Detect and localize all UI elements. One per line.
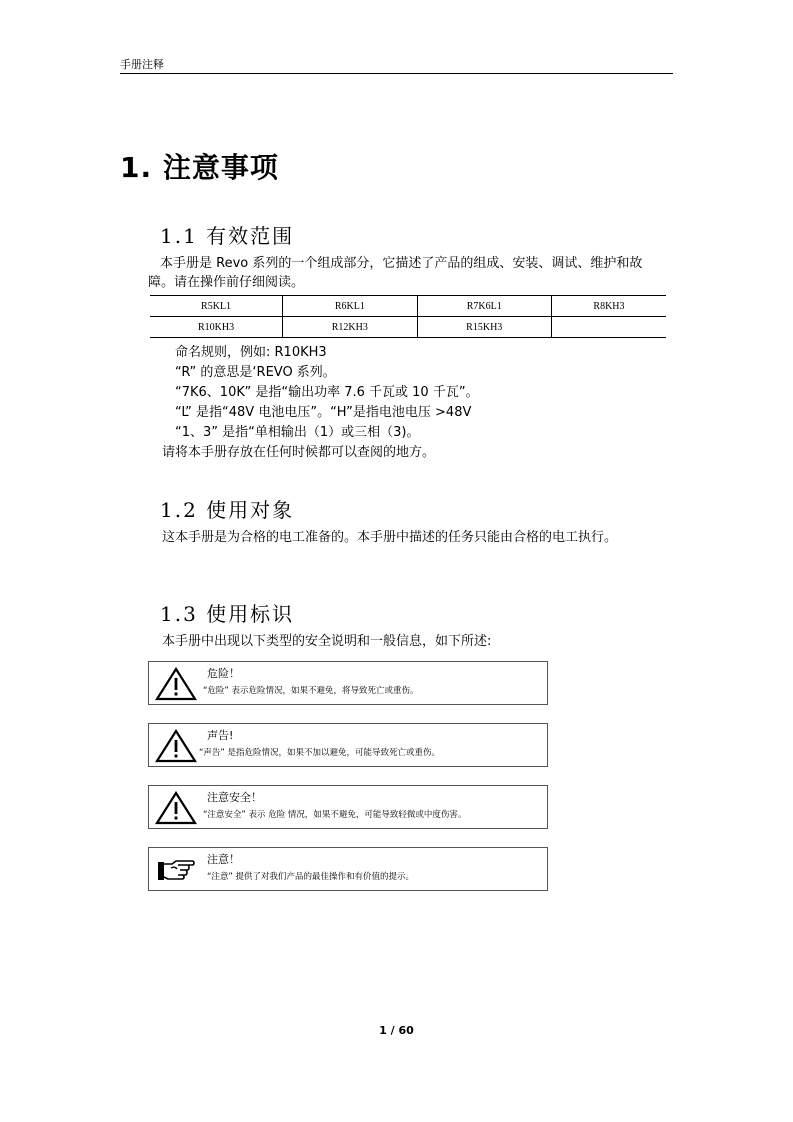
naming-rule-line: “7K6、10K” 是指“输出功率 7.6 千瓦或 10 千瓦”。 <box>175 385 479 400</box>
danger-note-desc: “危险” 表示危险情况，如果不避免，将导致死亡或重伤。 <box>203 686 419 696</box>
scope-intro-line-1: 本手册是 Revo 系列的一个组成部分，它描述了产品的组成、安装、调试、维护和故 <box>160 256 643 271</box>
table-cell <box>551 317 666 338</box>
section-title-scope: 1.1 有效范围 <box>160 224 295 248</box>
table-cell: R8KH3 <box>551 296 666 317</box>
header-rule <box>120 73 673 74</box>
audience-text: 这本手册是为合格的电工准备的。本手册中描述的任务只能由合格的电工执行。 <box>162 530 618 545</box>
table-cell: R7K6L1 <box>417 296 551 317</box>
naming-rules <box>162 343 479 463</box>
naming-rule-line: “1、3” 是指“单相输出（1）或三相（3)。 <box>175 425 420 440</box>
notice-note-title: 注意！ <box>207 853 240 866</box>
warning-note-title: 声告! <box>207 729 234 742</box>
section-title-audience: 1.2 使用对象 <box>160 498 295 522</box>
table-row <box>150 317 666 338</box>
chapter-title: 1. 注意事项 <box>120 151 279 184</box>
table-cell: R12KH3 <box>283 317 417 338</box>
warning-triangle-icon <box>154 729 198 763</box>
caution-note <box>148 785 548 829</box>
warning-note <box>148 723 548 767</box>
page-number: 1 / 60 <box>379 1024 414 1037</box>
warning-note-desc: “声告” 是指危险情况，如果不加以避免，可能导致死亡或重伤。 <box>199 748 441 758</box>
danger-note-title: 危险！ <box>207 667 240 680</box>
naming-rule-line: “R” 的意思是‘REVO 系列。 <box>175 365 336 380</box>
page-header: 手册注释 <box>120 58 164 71</box>
caution-note-title: 注意安全！ <box>207 791 262 804</box>
symbols-intro: 本手册中出现以下类型的安全说明和一般信息，如下所述: <box>162 634 492 649</box>
table-row <box>150 296 666 317</box>
naming-rule-line: 命名规则，例如: R10KH3 <box>175 345 327 360</box>
model-table <box>150 295 666 338</box>
section-title-symbols: 1.3 使用标识 <box>160 602 295 626</box>
table-cell: R6KL1 <box>283 296 417 317</box>
warning-triangle-icon <box>154 791 198 825</box>
table-cell: R15KH3 <box>417 317 551 338</box>
caution-note-desc: “注意安全” 表示 危险 情况，如果不避免，可能导致轻微或中度伤害。 <box>203 810 467 820</box>
table-cell: R10KH3 <box>150 317 283 338</box>
notice-note <box>148 847 548 891</box>
table-cell: R5KL1 <box>150 296 283 317</box>
notice-note-desc: “注意” 提供了对我们产品的最佳操作和有价值的提示。 <box>207 872 415 882</box>
warning-triangle-icon <box>154 667 198 701</box>
danger-note <box>148 661 548 705</box>
storage-note: 请将本手册存放在任何时候都可以查阅的地方。 <box>162 445 436 460</box>
pointing-hand-icon <box>154 853 198 887</box>
scope-intro <box>148 254 678 292</box>
scope-intro-line-2: 障。请在操作前仔细阅读。 <box>148 275 305 290</box>
naming-rule-line: “L” 是指“48V 电池电压”。“H”是指电池电压 >48V <box>175 405 472 420</box>
